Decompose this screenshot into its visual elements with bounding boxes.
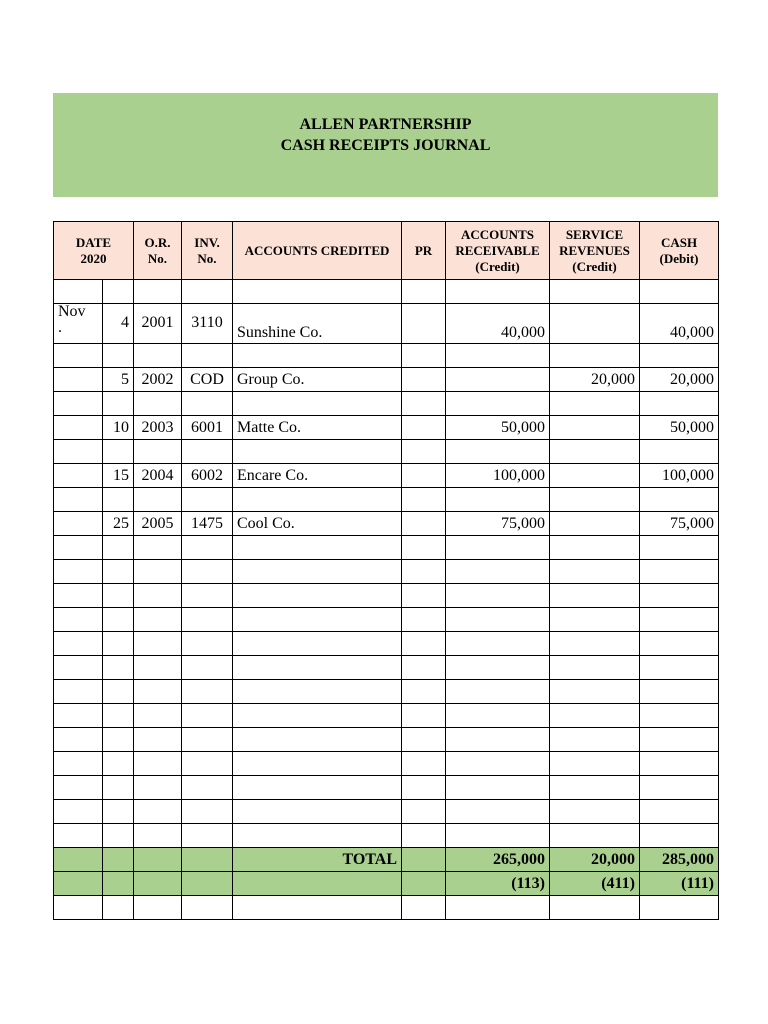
accounts-receivable-amount: 75,000 — [446, 512, 550, 536]
col-header-pr: PR — [402, 222, 446, 280]
pr-cell — [402, 416, 446, 440]
cash-amount: 100,000 — [640, 464, 719, 488]
cash-amount: 20,000 — [640, 368, 719, 392]
col-header-date: DATE 2020 — [54, 222, 134, 280]
service-revenues-amount — [550, 304, 640, 344]
date-month — [54, 464, 103, 488]
date-month: Nov . — [54, 304, 103, 344]
inv-number: 6001 — [182, 416, 233, 440]
col-header-inv-no: INV. No. — [182, 222, 233, 280]
date-day: 15 — [103, 464, 134, 488]
cash-amount: 50,000 — [640, 416, 719, 440]
blank-row — [54, 776, 719, 800]
account-credited: Sunshine Co. — [233, 304, 402, 344]
col-header-service-revenues: SERVICE REVENUES (Credit) — [550, 222, 640, 280]
cash-amount: 75,000 — [640, 512, 719, 536]
blank-row — [54, 536, 719, 560]
journal-banner — [53, 93, 718, 197]
blank-row — [54, 896, 719, 920]
blank-row — [54, 344, 719, 368]
date-day: 4 — [103, 304, 134, 344]
service-revenues-amount: 20,000 — [550, 368, 640, 392]
table-row — [54, 464, 719, 488]
blank-row — [54, 800, 719, 824]
cash-ref: (111) — [640, 872, 719, 896]
company-name: ALLEN PARTNERSHIP — [299, 116, 472, 133]
account-credited: Group Co. — [233, 368, 402, 392]
accounts-receivable-amount: 100,000 — [446, 464, 550, 488]
service-revenues-ref: (411) — [550, 872, 640, 896]
or-number: 2005 — [134, 512, 182, 536]
date-day: 10 — [103, 416, 134, 440]
account-credited: Cool Co. — [233, 512, 402, 536]
date-month — [54, 368, 103, 392]
header-row — [54, 222, 719, 280]
inv-number: COD — [182, 368, 233, 392]
col-header-or-no: O.R. No. — [134, 222, 182, 280]
accounts-receivable-amount: 50,000 — [446, 416, 550, 440]
total-label: TOTAL — [233, 848, 402, 872]
blank-row — [54, 280, 719, 304]
or-number: 2004 — [134, 464, 182, 488]
col-header-accounts-credited: ACCOUNTS CREDITED — [233, 222, 402, 280]
total-cash: 285,000 — [640, 848, 719, 872]
blank-row — [54, 392, 719, 416]
blank-row — [54, 440, 719, 464]
service-revenues-amount — [550, 416, 640, 440]
date-day: 25 — [103, 512, 134, 536]
blank-row — [54, 488, 719, 512]
blank-row — [54, 608, 719, 632]
blank-row — [54, 632, 719, 656]
or-number: 2001 — [134, 304, 182, 344]
account-credited: Matte Co. — [233, 416, 402, 440]
accounts-receivable-amount — [446, 368, 550, 392]
blank-row — [54, 656, 719, 680]
cash-receipts-table — [53, 221, 719, 920]
table-row — [54, 416, 719, 440]
posting-reference-row — [54, 872, 719, 896]
pr-cell — [402, 464, 446, 488]
pr-cell — [402, 304, 446, 344]
total-service-revenues: 20,000 — [550, 848, 640, 872]
blank-row — [54, 728, 719, 752]
accounts-receivable-ref: (113) — [446, 872, 550, 896]
or-number: 2002 — [134, 368, 182, 392]
pr-cell — [402, 512, 446, 536]
service-revenues-amount — [550, 464, 640, 488]
account-credited: Encare Co. — [233, 464, 402, 488]
table-row — [54, 304, 719, 344]
blank-row — [54, 752, 719, 776]
blank-row — [54, 584, 719, 608]
journal-title: CASH RECEIPTS JOURNAL — [280, 137, 491, 154]
date-day: 5 — [103, 368, 134, 392]
date-month — [54, 512, 103, 536]
service-revenues-amount — [550, 512, 640, 536]
blank-row — [54, 824, 719, 848]
col-header-accounts-receivable: ACCOUNTS RECEIVABLE (Credit) — [446, 222, 550, 280]
inv-number: 3110 — [182, 304, 233, 344]
pr-cell — [402, 368, 446, 392]
accounts-receivable-amount: 40,000 — [446, 304, 550, 344]
blank-row — [54, 704, 719, 728]
table-row — [54, 368, 719, 392]
blank-row — [54, 560, 719, 584]
date-month — [54, 416, 103, 440]
inv-number: 6002 — [182, 464, 233, 488]
total-row — [54, 848, 719, 872]
blank-row — [54, 680, 719, 704]
total-accounts-receivable: 265,000 — [446, 848, 550, 872]
table-row — [54, 512, 719, 536]
inv-number: 1475 — [182, 512, 233, 536]
or-number: 2003 — [134, 416, 182, 440]
cash-amount: 40,000 — [640, 304, 719, 344]
col-header-cash: CASH (Debit) — [640, 222, 719, 280]
